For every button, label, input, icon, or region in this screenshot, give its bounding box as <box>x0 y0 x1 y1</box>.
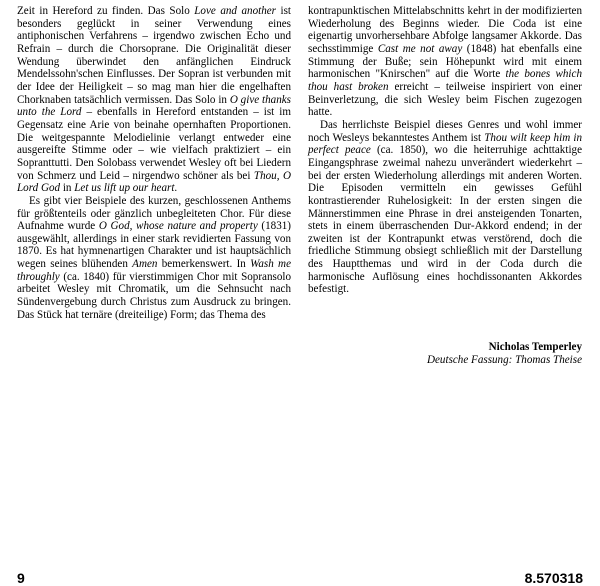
text-run: . <box>174 182 178 195</box>
right-text-column <box>308 5 582 296</box>
italic-title: Amen <box>132 258 158 271</box>
signature-block <box>308 341 582 367</box>
italic-title: Let us lift up our heart <box>74 182 175 195</box>
text-run: (1831) ausgewählt, allerdings in einer stark revidierten Fassung von 1870. Es hat hymnenartigen Charakter und ist hauptsächlich wegen seines blühenden <box>17 220 291 271</box>
text-run: (ca. 1840) für vierstimmigen Chor mit Sopransolo arbeitet Wesley mit Chromatik, um die Sehnsucht nach Sündenvergebung durch Christus zum Ausdruck zu bringen. Das Stück hat ternäre (dreiteilige) Form; das Thema des <box>17 270 291 321</box>
paragraph <box>17 195 291 322</box>
author-name: Nicholas Temperley <box>488 341 582 353</box>
page-number: 9 <box>17 570 25 586</box>
paragraph <box>308 5 582 119</box>
text-run: Es gibt vier Beispiele des kurzen, geschlossenen Anthems für größtenteils oder gänzlich unbegleiteten Chor. Für diese Aufnahme wurde <box>17 194 291 233</box>
text-run: Das herrlichste Beispiel dieses Genres und wohl immer noch Wesleys bekanntestes Anthem ist <box>308 118 582 144</box>
italic-title: Love and another <box>194 5 276 17</box>
italic-title: the bones which thou hast broken <box>308 68 582 93</box>
text-run: erreicht – teilweise inspiriert von einer Beinverletzung, die sich Wesley beim Fischen zugezogen hatte. <box>308 80 582 119</box>
text-run: bemerkenswert. In <box>157 258 251 271</box>
text-run: (1848) hat ebenfalls eine Stimmung der Buße; sein Höhepunkt wird mit einem harmonischen "Knirschen" auf die Worte <box>308 42 582 81</box>
paragraph <box>308 119 582 296</box>
italic-title: O God, whose nature and property <box>98 220 258 233</box>
text-run: – ebenfalls in Hereford entstanden – ist im Gegensatz eine Arie von beinahe opernhaften Proportionen. Die weitgespannte Melodielinie verlangt entweder eine ausgereifte Stimme oder – wie vielfach praktiziert – ein Sopranttutti. Den Solobass verwendet Wesley oft bei Liedern von Schmerz und Leid – nirgendwo schöner als bei <box>17 106 291 182</box>
paragraph <box>17 5 291 195</box>
text-run: (ca. 1850), wo die heiterruhige achttaktige Eingangsphrase zweimal nahezu unverändert wiederkehrt – bei der ersten Wiederholung allerdings mit anderen Worten. Die Episoden vermitteln ein gewisses Gefühl kontrastierender Ruhelosigkeit: In der ersten singen die Männerstimmen eine Phrase in drei ansteigenden Tonarten, stets in einem überraschenden Dur-Akkord endend; in der zweiten ist der Kontrapunkt etwas verstörend, doch die friedliche Stimmung obsiegt schließlich mit der Darstellung des Hauptthemas und wird in der Coda durch die harmonische Auflösung eines hochdissonanten Akkordes befestigt. <box>308 144 582 296</box>
italic-title: Thou, O Lord God <box>17 169 291 195</box>
translator-credit: Deutsche Fassung: Thomas Theise <box>427 354 582 366</box>
text-run: ist besonders geglückt in seiner Verwendung eines antiphonischen Verfahrens – irgendwo zwischen Echo und Refrain – durch die Chorsoprane. Die Originalität dieser Wendung überwindet den anfänglichen Eindruck Mendelssohn'schen Einflusses. Der Sopran ist verbunden mit der Idee der Heiligkeit – so mag man hier die engelhaften Chorknaben tatsächlich vermissen. Das Solo in <box>17 5 291 106</box>
italic-title: O give thanks unto the Lord <box>17 93 291 119</box>
left-text-column <box>17 5 291 321</box>
page-footer <box>17 570 583 586</box>
italic-title: Thou wilt keep him in perfect peace <box>308 131 583 157</box>
text-run: Zeit in Hereford zu finden. Das Solo <box>17 5 195 17</box>
catalog-number: 8.570318 <box>524 570 583 586</box>
italic-title: Cast me not away <box>377 42 463 55</box>
text-run: in <box>60 182 75 195</box>
text-run: kontrapunktischen Mittelabschnitts kehrt in der modifizierten Wiederholung des Beginns wieder. Die Coda ist eine eigenartig unvorhersehbare Abfolge langsamer Akkorde. Das sechsstimmige <box>308 5 582 55</box>
italic-title: Wash me throughly <box>17 258 291 283</box>
